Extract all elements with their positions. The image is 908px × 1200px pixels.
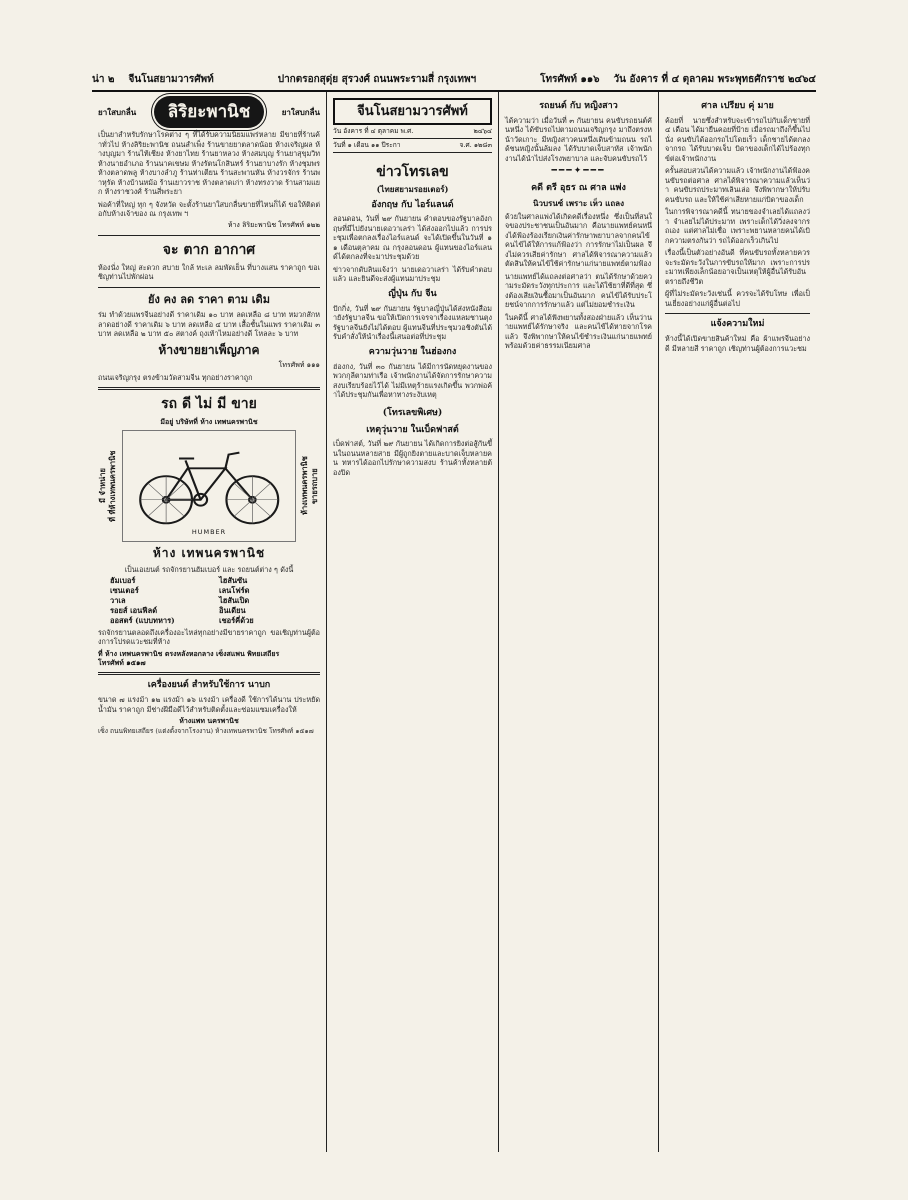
pharmacy-heading: ห้างขายยาเพ็ญภาค — [158, 342, 260, 357]
court-case-text-3: ในคดีนี้ ศาลได้ฟังพยานทั้งสองฝ่ายแล้ว เห็นว่านายแพทย์ได้รักษาจริง และคนไข้ได้หายจากโรคแล้ว จึงพิพากษาให้คนไข้ชำระเงินแก่นายแพทย์ พร้อมด้วยค่าธรรมเนียมศาล — [505, 312, 652, 351]
resort-text: ห้องนั่ง ใหญ่ สะดวก สบาย ใกล้ ทะเล ลมพัดเย็น ที่บางแสน ราคาถูก ขอเชิญท่านไปพักผ่อน — [98, 262, 320, 282]
engine-ad-footer: เซ็ง ถนนพิทยเสถียร (แต่งตั้งจากโรงงาน) ห้างเทพนครพานิช โทรศัพท์ ๑๕๑๗ — [98, 727, 314, 736]
liriya-ad-head — [98, 98, 320, 126]
model-item: เซนเตอร์ — [110, 586, 139, 596]
divider — [665, 313, 810, 314]
comparison-text-5: ผู้ที่ไม่ระมัดระวังเช่นนี้ ควรจะได้รับโทษ เพื่อเป็นเยี่ยงอย่างแก่ผู้อื่นต่อไป — [665, 289, 810, 308]
header-phone: โทรศัพท์ ๑๑๖ — [540, 74, 600, 85]
hongkong-text: ฮ่องกง, วันที่ ๓๐ กันยายน ได้มีการนัดหยุดงานของพวกกุลีตามท่าเรือ เจ้าพนักงานได้จัดการรักษาความสงบเรียบร้อยไว้ได้ ไม่มีเหตุร้ายแรงเกิดขึ้น พวกพ่อค้าได้ประชุมกันเพื่อหาทางระงับเหตุ — [333, 361, 492, 400]
engine-ad-text: ขนาด ๗ แรงม้า ๑๒ แรงม้า ๑๖ แรงม้า เครื่องดี ใช้การได้นาน ประหยัดน้ำมัน ราคาถูก มีช่างฝีมือดีไว้สำหรับติดตั้งและซ่อมแซมเครื่องให้ — [98, 695, 320, 714]
newspaper-page — [92, 72, 816, 1152]
resort-heading: จะ ตาก อากาศ — [162, 242, 256, 259]
court-case-text: ด้วยในศาลแพ่งได้เกิดคดีเรื่องหนึ่ง ซึ่งเป็นที่สนใจของประชาชนเป็นอันมาก คือนายแพทย์คนหนึ่งได้ฟ้องร้องเรียกเงินค่ารักษาพยาบาลจากคนไข้ คนไข้ได้ให้การแก้ฟ้องว่า การรักษาไม่เป็นผล จึงไม่ควรเสียค่ารักษา ศาลได้พิจารณาความแล้ว ตัดสินให้คนไข้ใช้ค่ารักษาแก่นายแพทย์ตามฟ้อง — [505, 211, 652, 269]
comparison-text: ค้อยที่ นายซึ่งสำหรับจะเข้ารถไปกับเด็กชายที่ ๔ เดือน ได้มายืนคอยที่ป้าย เมื่อรถมาถึงก็ขึ้นไปนั่ง คนขับได้ออกรถไปโดยเร็ว เด็กชายได้ตกลงจากรถ ได้รับบาดเจ็บ บิดาของเด็กได้ไปร้องทุกข์ต่อเจ้าพนักงาน — [665, 115, 810, 163]
car-accident-text: ได้ความว่า เมื่อวันที่ ๓ กันยายน คนขับรถยนต์คันหนึ่ง ได้ขับรถไปตามถนนเจริญกรุง มาถึงตรงหน้าวัดเกาะ มีหญิงสาวคนหนึ่งเดินข้ามถนน รถได้ชนหญิงนั้นล้มลง ได้รับบาดเจ็บสาหัส เจ้าพนักงานได้นำไปส่งโรงพยาบาล และจับคนขับรถไว้ — [505, 115, 652, 163]
model-item: ฮัมเบอร์ — [110, 576, 136, 586]
japan-china-text: ปักกิ่ง, วันที่ ๒๙ กันยายน รัฐบาลญี่ปุ่นได้ส่งหนังสือมายังรัฐบาลจีน ขอให้เปิดการเจรจาเรื่องแหลมชานตุง รัฐบาลจีนยังไม่ได้ตอบ ผู้แทนจีนที่ประชุมวอชิงตันได้รับคำสั่งให้นำเรื่องนี้เสนอต่อที่ประชุม — [333, 303, 493, 342]
bicycle-ad-title: รถ ดี ไม่ มี ขาย — [161, 396, 257, 413]
header-date: วัน อังคาร ที่ ๔ ตุลาคม พระพุทธศักราช ๒๔๖๔ — [613, 74, 816, 85]
belfast-heading: เหตุวุ่นวาย ในเบ็ดฟาสต์ — [366, 424, 459, 435]
engine-ad-heading: เครื่องยนต์ สำหรับใช้การ นาบก — [147, 680, 271, 691]
models-text: รถจักรยานตลอดถึงเครื่องอะไหล่ทุกอย่างมีขายราคาถูก ขอเชิญท่านผู้ต้องการโปรดแวะชมที่ห้าง — [98, 627, 320, 647]
shop-phone: โทรศัพท์ ๑๕๑๗ — [98, 657, 146, 667]
model-item: ออสตร์ (แบบทหาร) — [110, 615, 175, 625]
column-2 — [327, 92, 499, 1152]
telegram-heading: ข่าวโทรเลข — [376, 163, 449, 180]
telegram-text-2: ข่าวจากดับลินแจ้งว่า นายเดอวาเลร่า ได้รับคำตอบแล้ว และยินดีจะส่งผู้แทนมาประชุม — [333, 264, 492, 284]
divider — [98, 287, 320, 288]
page-number: น่า ๒ — [92, 74, 115, 85]
page-header — [92, 72, 816, 92]
shop-text: เป็นเอเยนต์ รถจักรยานฮัมเบอร์ และ รถยนต์ต่าง ๆ ดังนี้ — [124, 564, 294, 574]
pharmacy-phone: โทรศัพท์ ๑๑๑ — [278, 361, 320, 370]
price-cut-heading: ยัง คง ลด ราคา ตาม เดิม — [148, 292, 270, 306]
column-4 — [659, 92, 816, 1152]
bicycle-side-left-2: มี จำหน่าย — [98, 468, 107, 504]
court-case-subheading: นิวบรนซ์ เพราะ เห็ว แถลง — [533, 198, 624, 209]
banner-left-label: ยาใสบกลื่น — [98, 106, 137, 117]
model-item: ไฮสันซัน — [219, 576, 248, 586]
dateline-right: ๒๔๖๔ — [473, 127, 492, 136]
comparison-text-2: ครั้นสอบสวนได้ความแล้ว เจ้าพนักงานได้ฟ้องคนขับรถต่อศาล ศาลได้พิจารณาความแล้วเห็นว่า คนขับรถประมาทเลินเล่อ จึงพิพากษาให้ปรับคนขับรถ และให้ใช้ค่าเสียหายแก่บิดาของเด็ก — [665, 166, 810, 204]
special-telegram-heading: (โทรเลขพิเศษ) — [382, 407, 443, 418]
divider — [98, 672, 320, 675]
bicycle-illustration — [122, 430, 296, 542]
model-item: วาเล — [110, 596, 126, 606]
comparison-text-3: ในการพิจารณาคดีนี้ ทนายของจำเลยได้แถลงว่า จำเลยไม่ได้ประมาท เพราะเด็กได้วิ่งลงจากรถเอง แต่ศาลไม่เชื่อ เพราะพยานหลายคนได้เบิกความตรงกันว่า รถได้ออกเร็วเกินไป — [665, 207, 810, 245]
ornament-divider: ━━━✦━━━ — [551, 166, 606, 177]
liriya-ad-text: เป็นยาสำหรับรักษาโรคต่าง ๆ ที่ได้รับความนิยมแพร่หลาย มีขายที่ร้านค้าทั่วไป ห้างลิริยะพานิช ถนนสำเพ็ง ร้านขายยาตลาดน้อย ห้างเจริญผล ห้างบุญมา ร้านไท้เชียง ห้างยาไทย ร้านยาหลวง ห้างสมบุญ ร้านยาสุขุมวิท ห้างนายอำเภอ ร้านนาคเขษม ห้างรัตนโกสินทร์ ร้านยาบางรัก ห้างชุมพร ห้างตลาดพลู ห้างบางลำภู ร้านท่าเตียน ร้านสะพานหัน ห้างวรจักร ร้านพาหุรัด ห้างบ้านหม้อ ร้านเยาวราช ห้างตลาดเก่า ห้างทรงวาด ร้านสามแยก ห้างราชวงศ์ ร้านสี่พระยา — [98, 130, 320, 197]
paper-masthead: จีนโนสยามวารศัพท์ — [333, 98, 492, 125]
dateline-lunar-left: วันที่ ๑ เดือน ๑๑ ปีระกา — [333, 140, 401, 149]
comparison-heading: ศาล เปรียบ คุ่ มาย — [701, 101, 774, 111]
dateline-lunar — [333, 139, 492, 153]
engine-ad-sign: ห้างแพท นครพานิช — [179, 716, 239, 726]
japan-china-heading: ญี่ปุ่น กับ จีน — [388, 288, 437, 299]
header-address: ปากตรอกสุดุ่ย สุรวงศ์ ถนนพระรามสี่ กรุงเทพฯ — [277, 74, 477, 85]
column-1 — [92, 92, 327, 1152]
banner-right-label: ยาใสบกลื่น — [281, 106, 320, 117]
divider — [98, 235, 320, 236]
price-cut-text: ร่ม ทำด้วยแพรจีนอย่างดี ราคาเดิม ๑๐ บาท ลดเหลือ ๘ บาท หมวกสักหลาดอย่างดี ราคาเดิม ๖ บาท ลดเหลือ ๔ บาท เสื้อชั้นในแพร ราคาเดิม ๓ บาท ลดเหลือ ๒ บาท ๕๐ สตางค์ ถุงเท้าไหมอย่างดี โหลละ ๖ บาท — [98, 310, 320, 339]
pharmacy-text: ถนนเจริญกรุง ตรงข้ามวัดสามจีน ทุกอย่างราคาถูก — [98, 372, 253, 382]
notice-heading: แจ้งความใหม่ — [710, 319, 765, 330]
bicycle-ad — [98, 430, 320, 542]
telegram-text: ลอนดอน, วันที่ ๒๙ กันยายน คำตอบของรัฐบาลอังกฤษที่มีไปยังนายเดอวาเลร่า ได้ส่งออกไปแล้ว การประชุมเพื่อตกลงเรื่องไอร์แลนด์ จะได้เปิดขึ้นในวันที่ ๑๑ เดือนตุลาคม ณ กรุงลอนดอน ผู้แทนของไอร์แลนด์ได้ตกลงที่จะมาประชุมด้วย — [333, 214, 492, 262]
header-paper-name: จีนโนสยามวารศัพท์ — [128, 74, 214, 85]
court-case-heading: คดี ตรี อุธร ณ ศาล แพ่ง — [531, 183, 626, 194]
liriya-ad-text-2: พ่อค้าที่ใหญ่ ทุก ๆ จังหวัด จะตั้งร้านยาใสบกลื่นขายที่ไหนก็ได้ ขอให้ติดต่อกับห้างเจ้าของ ณ กรุงเทพ ฯ — [98, 199, 320, 219]
bicycle-side-right-2: ขายรถบาย — [310, 468, 320, 504]
bicycle-side-right-1: ห้างเทพนครพานิช — [300, 456, 310, 516]
shop-address: ที่ ห้าง เทพนครพานิช ตรงหลังหอกลาง เซ็งสแพน พิทยเสถียร — [98, 648, 280, 658]
belfast-text: เบ็ดฟาสต์, วันที่ ๒๙ กันยายน ได้เกิดการยิงต่อสู้กันขึ้นในถนนหลายสาย มีผู้ถูกยิงตายและบาดเจ็บหลายคน ทหารได้ออกไปรักษาความสงบ ร้านค้าทั้งหลายต้องปิด — [333, 439, 492, 477]
court-case-text-2: นายแพทย์ได้แถลงต่อศาลว่า ตนได้รักษาด้วยความระมัดระวังทุกประการ และได้ใช้ยาที่ดีที่สุด ซึ่งต้องเสียเงินซื้อมาเป็นอันมาก คนไข้ได้รับประโยชน์จากการรักษาแล้ว แต่ไม่ยอมชำระเงิน — [505, 271, 652, 310]
dateline-lunar-right: จ.ศ. ๑๒๘๓ — [459, 140, 492, 149]
car-accident-heading: รถยนต์ กับ หญิงสาว — [539, 101, 618, 111]
column-3 — [499, 92, 659, 1152]
liriya-ad-sign: ห้าง ลิริยะพานิช โทรศัพท์ ๑๒๒ — [227, 220, 320, 229]
model-item: เชอร์คี่ด้วย — [219, 615, 254, 625]
comparison-text-4: เรื่องนี้เป็นตัวอย่างอันดี ที่คนขับรถทั้งหลายควรจะระมัดระวังในการขับรถให้มาก เพราะการประมาทเพียงเล็กน้อยอาจเป็นเหตุให้ผู้อื่นได้รับอันตรายถึงชีวิต — [665, 248, 810, 286]
dateline-left: วัน อังคาร ที่ ๔ ตุลาคม พ.ศ. — [333, 127, 414, 136]
model-item: ไฮสันเปิด — [219, 596, 250, 606]
notice-text: ห้างนี้ได้เปิดขายสินค้าใหม่ คือ ผ้าแพรจีนอย่างดี มีหลายสี ราคาถูก เชิญท่านผู้ต้องการแวะชม — [665, 334, 810, 353]
bicycle-models — [98, 574, 320, 627]
liriya-banner: ลิริยะพานิช — [156, 98, 263, 126]
model-item: อินเดียน — [219, 605, 246, 615]
model-item: เลนโฟร์ด — [219, 586, 250, 596]
dateline — [333, 125, 492, 139]
shop-name: ห้าง เทพนครพานิช — [152, 545, 266, 560]
divider — [98, 387, 320, 390]
bicycle-brand: HUMBER — [191, 528, 227, 537]
bicycle-icon — [123, 431, 295, 541]
telegram-topic: อังกฤษ กับ ไอร์แลนด์ — [371, 199, 454, 210]
bicycle-side-left-1: ที่ ที่ห้างเทพนครพานิช — [107, 450, 117, 522]
hongkong-heading: ความวุ่นวาย ในฮ่องกง — [368, 346, 457, 357]
telegram-source: (ไทยสยามรอยเตอร์) — [376, 184, 449, 195]
bicycle-ad-subtitle: มีอยู่ บริษัทที่ ห้าง เทพนครพานิช — [160, 416, 258, 426]
model-item: รอยส์ เอนฟีลด์ — [110, 605, 158, 615]
